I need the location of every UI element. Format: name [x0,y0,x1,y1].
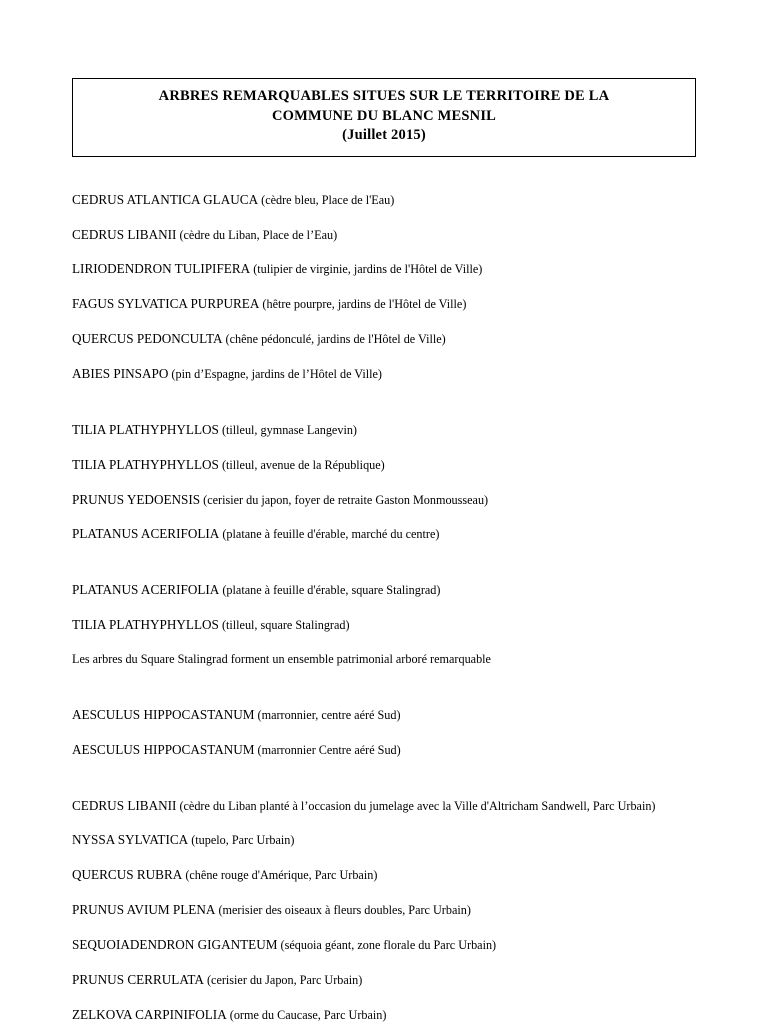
tree-description: (hêtre pourpre, jardins de l'Hôtel de Ville) [259,297,467,312]
list-item [72,525,696,543]
tree-description: (platane à feuille d'érable, marché du centre) [219,527,440,542]
tree-species-name: NYSSA SYLVATICA [72,832,189,848]
list-item [72,581,696,599]
tree-species-name: TILIA PLATHYPHYLLOS [72,617,219,633]
page-title-line-1: ARBRES REMARQUABLES SITUES SUR LE TERRITOIRE DE LA [158,88,610,104]
tree-description: (tilleul, gymnase Langevin) [218,422,357,437]
tree-description: (chêne pédonculé, jardins de l'Hôtel de Ville) [222,332,446,347]
tree-description: (cerisier du Japon, Parc Urbain) [203,972,363,987]
page-title-line-2: COMMUNE DU BLANC MESNIL [271,107,497,124]
list-item [72,706,696,724]
tree-description: (tilleul, avenue de la République) [218,457,385,472]
list-item [72,421,696,439]
tree-species-name: CEDRUS ATLANTICA GLAUCA [72,191,259,207]
list-item [72,330,696,348]
tree-description: (pin d’Espagne, jardins de l’Hôtel de Ville) [168,366,382,381]
tree-species-name: PLATANUS ACERIFOLIA [72,526,220,542]
tree-description: (marronnier Centre aéré Sud) [254,742,401,757]
list-item [72,260,696,278]
tree-species-name: ABIES PINSAPO [72,365,169,381]
tree-species-name: QUERCUS RUBRA [72,867,183,883]
tree-species-name: PRUNUS AVIUM PLENA [72,902,216,918]
page-title-line-3: (Juillet 2015) [342,127,426,144]
tree-description: (chêne rouge d'Amérique, Parc Urbain) [182,868,378,883]
tree-species-name: PRUNUS CERRULATA [72,971,204,987]
tree-species-name: TILIA PLATHYPHYLLOS [72,456,219,472]
list-item [72,226,696,244]
tree-description: (tulipier de virginie, jardins de l'Hôtel de Ville) [250,262,483,277]
tree-species-name: FAGUS SYLVATICA PURPUREA [72,296,260,312]
tree-description: (merisier des oiseaux à fleurs doubles, Parc Urbain) [215,903,471,918]
list-item [72,901,696,919]
tree-species-name: ZELKOVA CARPINIFOLIA [72,1006,227,1022]
tree-species-name: SEQUOIADENDRON GIGANTEUM [72,937,278,953]
tree-description: (platane à feuille d'érable, square Stalingrad) [219,583,441,598]
tree-species-name: AESCULUS HIPPOCASTANUM [72,706,255,722]
tree-description: (marronnier, centre aéré Sud) [254,707,401,722]
document-title-box [72,78,696,157]
list-item [72,191,696,209]
tree-species-name: TILIA PLATHYPHYLLOS [72,421,219,437]
list-item [72,866,696,884]
tree-description: (cèdre bleu, Place de l'Eau) [258,192,395,207]
tree-description: (cèdre du Liban, Place de l’Eau) [176,227,338,242]
list-item [72,365,696,383]
tree-description: (tupelo, Parc Urbain) [188,833,295,848]
tree-note-text: Les arbres du Square Stalingrad forment un ensemble patrimonial arboré remarquable [72,652,491,666]
tree-species-name: LIRIODENDRON TULIPIFERA [72,261,251,277]
list-item [72,797,696,815]
list-item [72,651,696,668]
tree-description: (cerisier du japon, foyer de retraite Gaston Monmousseau) [200,492,489,507]
tree-description: (cèdre du Liban planté à l’occasion du jumelage avec la Ville d'Altricham Sandwell, Parc Urbain) [176,798,656,813]
list-item [72,456,696,474]
list-item [72,741,696,759]
list-item [72,971,696,989]
list-item [72,295,696,313]
tree-species-name: AESCULUS HIPPOCASTANUM [72,741,255,757]
tree-description: (tilleul, square Stalingrad) [218,618,350,633]
list-item [72,831,696,849]
tree-description: (séquoia géant, zone florale du Parc Urbain) [277,938,497,953]
tree-species-name: PLATANUS ACERIFOLIA [72,582,220,598]
tree-list [72,191,696,1024]
list-item [72,936,696,954]
tree-species-name: CEDRUS LIBANII [72,797,177,813]
list-item [72,1006,696,1024]
list-item [72,616,696,634]
tree-species-name: QUERCUS PEDONCULTA [72,331,223,347]
tree-description: (orme du Caucase, Parc Urbain) [226,1007,387,1022]
tree-species-name: PRUNUS YEDOENSIS [72,491,201,507]
tree-species-name: CEDRUS LIBANII [72,226,177,242]
list-item [72,491,696,509]
